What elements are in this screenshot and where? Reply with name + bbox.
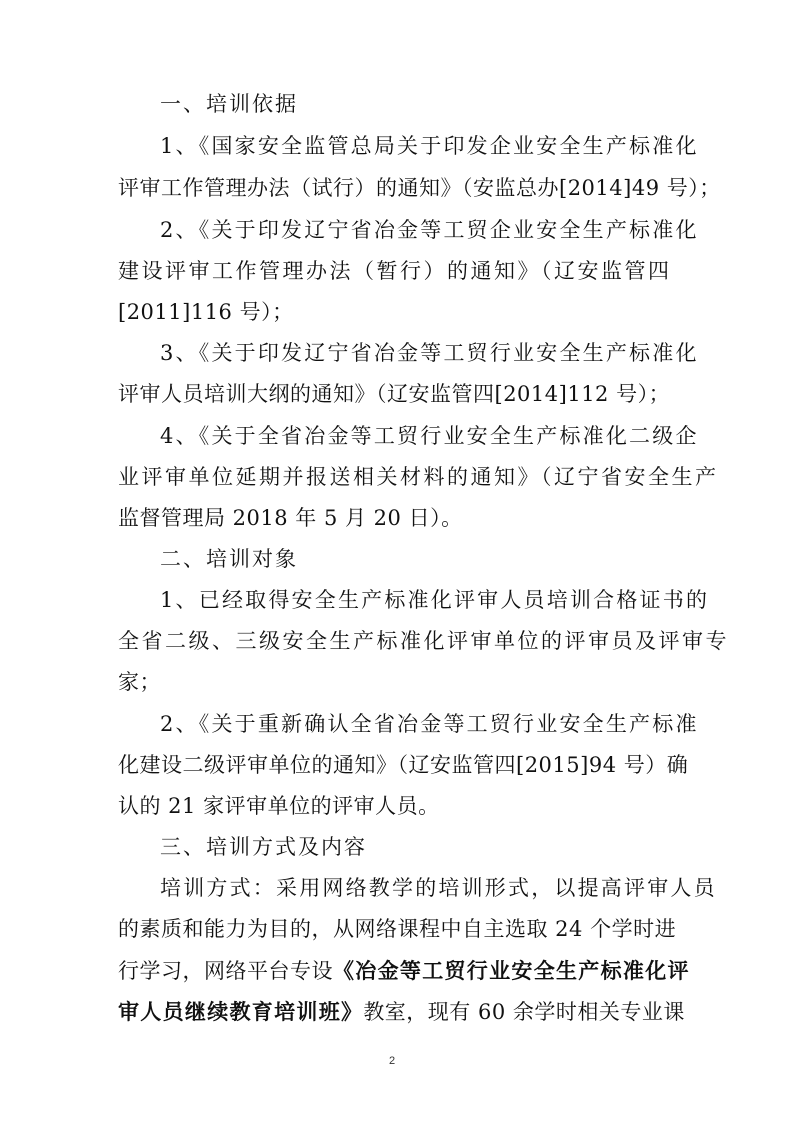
participants-item-1-line-2: 全省二级、三级安全生产标准化评审单位的评审员及评审专 — [118, 629, 729, 653]
training-class-title-part-2: 审人员继续教育培训班》 — [118, 1000, 364, 1024]
section-heading-participants: 二、培训对象 — [160, 547, 298, 571]
basis-item-3-line-1: 3、《关于印发辽宁省冶金等工贸行业安全生产标准化 — [160, 341, 699, 365]
basis-item-1-line-1: 1、《国家安全监管总局关于印发企业安全生产标准化 — [160, 134, 699, 158]
basis-item-1-line-2: 评审工作管理办法（试行）的通知》（安监总办[2014]49 号）； — [118, 176, 721, 200]
methods-paragraph-line-1: 培训方式：采用网络教学的培训形式，以提高评审人员 — [160, 876, 717, 900]
basis-item-3-line-2: 评审人员培训大纲的通知》（辽安监管四[2014]112 号）； — [118, 382, 671, 406]
participants-item-1-line-1: 1、已经取得安全生产标准化评审人员培训合格证书的 — [160, 588, 710, 612]
methods-paragraph-line-2: 的素质和能力为目的，从网络课程中自主选取 24 个学时进 — [118, 917, 677, 941]
participants-item-2-line-2: 化建设二级评审单位的通知》（辽安监管四[2015]94 号）确 — [118, 753, 689, 777]
methods-paragraph-line-3-plain: 行学习，网络平台专设 — [118, 959, 333, 983]
section-heading-basis: 一、培训依据 — [160, 92, 298, 116]
methods-paragraph-line-3 — [118, 959, 690, 983]
section-heading-methods-content: 三、培训方式及内容 — [160, 835, 367, 859]
basis-item-2-line-2: 建设评审工作管理办法（暂行）的通知》（辽安监管四 — [118, 259, 672, 283]
page-number: 2 — [389, 1055, 396, 1067]
basis-item-2-line-1: 2、《关于印发辽宁省冶金等工贸企业安全生产标准化 — [160, 218, 699, 242]
participants-item-1-line-3: 家； — [118, 670, 161, 694]
basis-item-4-line-1: 4、《关于全省冶金等工贸行业安全生产标准化二级企 — [160, 424, 699, 448]
basis-item-2-line-3: [2011]116 号）； — [118, 300, 294, 324]
methods-paragraph-line-4-plain: 教室，现有 60 余学时相关专业课 — [363, 1000, 685, 1024]
basis-item-4-line-2: 业评审单位延期并报送相关材料的通知》（辽宁省安全生产 — [118, 465, 719, 489]
methods-paragraph-line-4 — [118, 1000, 685, 1024]
participants-item-2-line-3: 认的 21 家评审单位的评审人员。 — [118, 794, 440, 818]
participants-item-2-line-1: 2、《关于重新确认全省冶金等工贸行业安全生产标准 — [160, 712, 699, 736]
training-class-title-part-1: 《冶金等工贸行业安全生产标准化评 — [333, 959, 690, 983]
basis-item-4-line-3: 监督管理局 2018 年 5 月 20 日）。 — [118, 506, 463, 530]
